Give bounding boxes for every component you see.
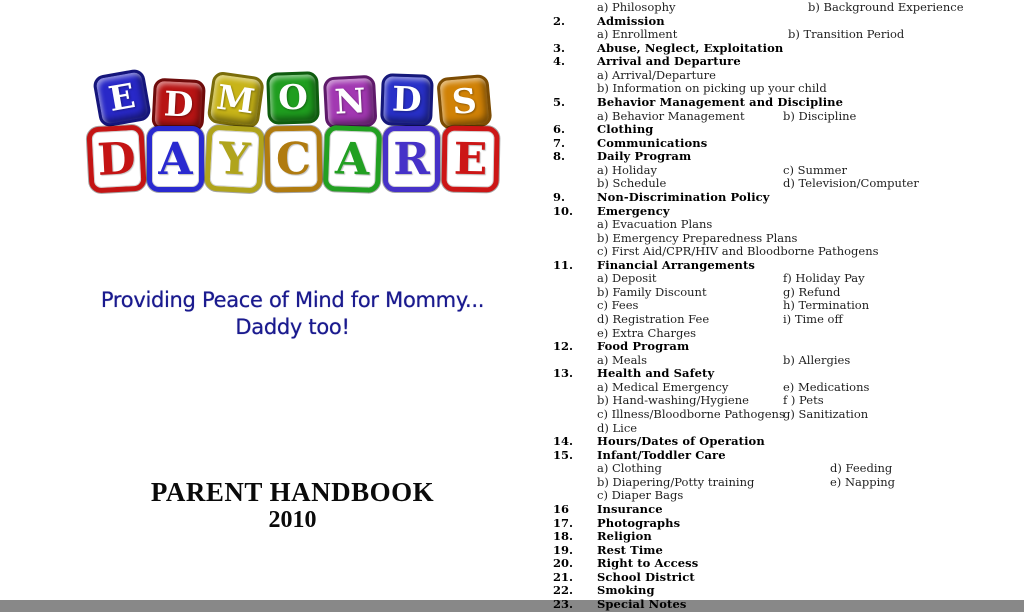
toc-item-title: Infant/Toddler Care: [597, 447, 726, 462]
toc-item-title: Communications: [597, 135, 708, 150]
logo-block-e: E: [92, 68, 152, 128]
toc-subitem-left: a) Arrival/Departure: [597, 67, 716, 82]
toc-subitem-left: c) First Aid/CPR/HIV and Bloodborne Pathogens: [597, 244, 879, 259]
logo-block-a: A: [323, 125, 382, 193]
toc-item: [540, 530, 1024, 544]
toc-item-title: Rest Time: [597, 542, 663, 557]
toc-item-number: 20.: [553, 556, 574, 571]
toc-subitem-left: d) Registration Fee: [597, 312, 710, 326]
toc-item: [540, 503, 1024, 517]
logo-block-d: D: [380, 73, 434, 127]
toc-item-number: 15.: [553, 447, 574, 462]
toc-subitem-left: b) Diapering/Potty training: [597, 474, 755, 489]
logo-block-s: S: [436, 74, 492, 130]
toc-subitem-left: c) Illness/Bloodborne Pathogens: [597, 406, 785, 421]
toc-item-title: Food Program: [597, 339, 690, 354]
edmonds-daycare-logo: [88, 64, 503, 206]
toc-subitem-right: b) Allergies: [783, 352, 851, 367]
table-of-contents: [540, 0, 1024, 611]
toc-item-title: Smoking: [597, 583, 655, 598]
toc-item-number: 17.: [553, 515, 574, 530]
handbook-year: 2010: [268, 507, 317, 533]
toc-item-number: 7.: [553, 135, 566, 150]
toc-item-title: Financial Arrangements: [597, 257, 755, 272]
toc-subitem-left: b) Hand-washing/Hygiene: [597, 393, 749, 408]
toc-item: [540, 123, 1024, 137]
toc-subitem-left: a) Enrollment: [597, 27, 678, 42]
toc-subitem-left: a) Meals: [597, 352, 648, 367]
toc-item-title: Insurance: [597, 501, 663, 516]
toc-subitem-right: d) Television/Computer: [783, 176, 919, 191]
toc-item-title: Behavior Management and Discipline: [597, 95, 844, 109]
toc-item: [540, 598, 1024, 612]
logo-block-y: Y: [204, 125, 264, 194]
toc-item-title: Arrival and Departure: [597, 54, 741, 69]
handbook-title-block: [0, 478, 585, 534]
logo-block-e: E: [441, 126, 499, 193]
toc-item-title: Admission: [597, 13, 665, 28]
toc-item-title: Clothing: [597, 122, 654, 137]
toc-subitem-right: i) Time off: [783, 312, 843, 326]
toc-item-number: 6.: [553, 122, 566, 137]
toc-item-number: 23.: [553, 596, 574, 611]
toc-subitem-left: a) Philosophy: [597, 0, 676, 14]
toc-item-title: Abuse, Neglect, Exploitation: [597, 40, 784, 55]
toc-item-number: 3.: [553, 40, 566, 55]
toc-subitem-right: b) Transition Period: [788, 27, 905, 42]
toc-item-number: 16: [553, 501, 570, 516]
toc-subitem-left: a) Deposit: [597, 271, 657, 286]
toc-subitem-right: b) Background Experience: [808, 0, 964, 14]
logo-block-a: A: [147, 126, 204, 192]
handbook-title: PARENT HANDBOOK: [150, 477, 435, 507]
toc-subitem-right: f) Holiday Pay: [783, 271, 865, 286]
toc-subitem-left: a) Medical Emergency: [597, 379, 729, 394]
toc-subitem-left: b) Family Discount: [597, 284, 707, 299]
toc-subitem-left: b) Schedule: [597, 176, 667, 191]
toc-item-number: 10.: [553, 203, 574, 218]
toc-item-title: Hours/Dates of Operation: [597, 434, 765, 449]
toc-subitem-left: c) Fees: [597, 298, 639, 313]
toc-item-title: Religion: [597, 529, 652, 543]
toc-item-number: 2.: [553, 13, 566, 28]
toc-item-title: School District: [597, 569, 695, 584]
toc-item-number: 19.: [553, 542, 574, 557]
toc-subitem-right: g) Sanitization: [783, 406, 869, 421]
toc-subitem-row: [540, 1, 1024, 15]
toc-item-number: 8.: [553, 149, 566, 164]
toc-item: [540, 435, 1024, 449]
tagline: [0, 287, 585, 341]
toc-item-number: 18.: [553, 529, 574, 543]
toc-subitem-left: e) Extra Charges: [597, 325, 697, 340]
toc-subitem-row: [540, 218, 1024, 232]
logo-block-o: O: [266, 71, 320, 125]
logo-row-edmonds: [96, 72, 490, 124]
logo-block-r: R: [383, 126, 440, 192]
toc-subitem-right: c) Summer: [783, 162, 847, 177]
toc-subitem-row: [540, 28, 1024, 42]
toc-subitem-left: a) Holiday: [597, 162, 658, 177]
toc-item: [540, 340, 1024, 354]
toc-item-title: Photographs: [597, 515, 681, 530]
toc-subitem-left: a) Behavior Management: [597, 108, 745, 123]
toc-subitem-left: a) Evacuation Plans: [597, 217, 713, 231]
toc-item-number: 11.: [553, 257, 574, 272]
toc-subitem-right: g) Refund: [783, 284, 841, 299]
toc-subitem-left: b) Emergency Preparedness Plans: [597, 230, 798, 245]
toc-subitem-right: h) Termination: [783, 298, 870, 313]
toc-subitem-left: a) Clothing: [597, 461, 662, 476]
toc-subitem-right: d) Feeding: [830, 461, 893, 476]
logo-block-d: D: [151, 78, 206, 133]
toc-item-number: 22.: [553, 583, 574, 598]
toc-item-title: Health and Safety: [597, 366, 715, 381]
toc-subitem-right: e) Napping: [830, 474, 896, 489]
toc-item-number: 4.: [553, 54, 566, 69]
toc-item-number: 12.: [553, 339, 574, 354]
toc-item-number: 13.: [553, 366, 574, 381]
logo-block-d: D: [86, 125, 146, 194]
toc-subitem-left: d) Lice: [597, 420, 638, 435]
logo-block-c: C: [264, 126, 322, 193]
toc-subitem-left: b) Information on picking up your child: [597, 81, 827, 96]
logo-row-daycare: [88, 126, 499, 192]
toc-item-title: Daily Program: [597, 149, 692, 164]
toc-item-number: 5.: [553, 95, 566, 109]
toc-subitem-row: [540, 408, 1024, 422]
tagline-line1: Providing Peace of Mind for Mommy...: [100, 288, 485, 312]
toc-item-title: Emergency: [597, 203, 670, 218]
tagline-line2: Daddy too!: [235, 315, 350, 339]
toc-subitem-left: c) Diaper Bags: [597, 488, 684, 503]
toc-subitem-right: f ) Pets: [783, 393, 824, 408]
toc-subitem-right: b) Discipline: [783, 108, 857, 123]
toc-item-title: Special Notes: [597, 596, 687, 611]
logo-block-m: M: [206, 71, 265, 130]
toc-item-number: 9.: [553, 189, 566, 204]
toc-subitem-row: [540, 313, 1024, 327]
logo-block-n: N: [323, 75, 378, 130]
toc-item-title: Right to Access: [597, 556, 699, 571]
toc-subitem-right: e) Medications: [783, 379, 870, 394]
toc-item-title: Non-Discrimination Policy: [597, 189, 770, 204]
toc-item-number: 21.: [553, 569, 574, 584]
toc-item-number: 14.: [553, 434, 574, 449]
toc-item: [540, 191, 1024, 205]
toc-item: [540, 96, 1024, 110]
